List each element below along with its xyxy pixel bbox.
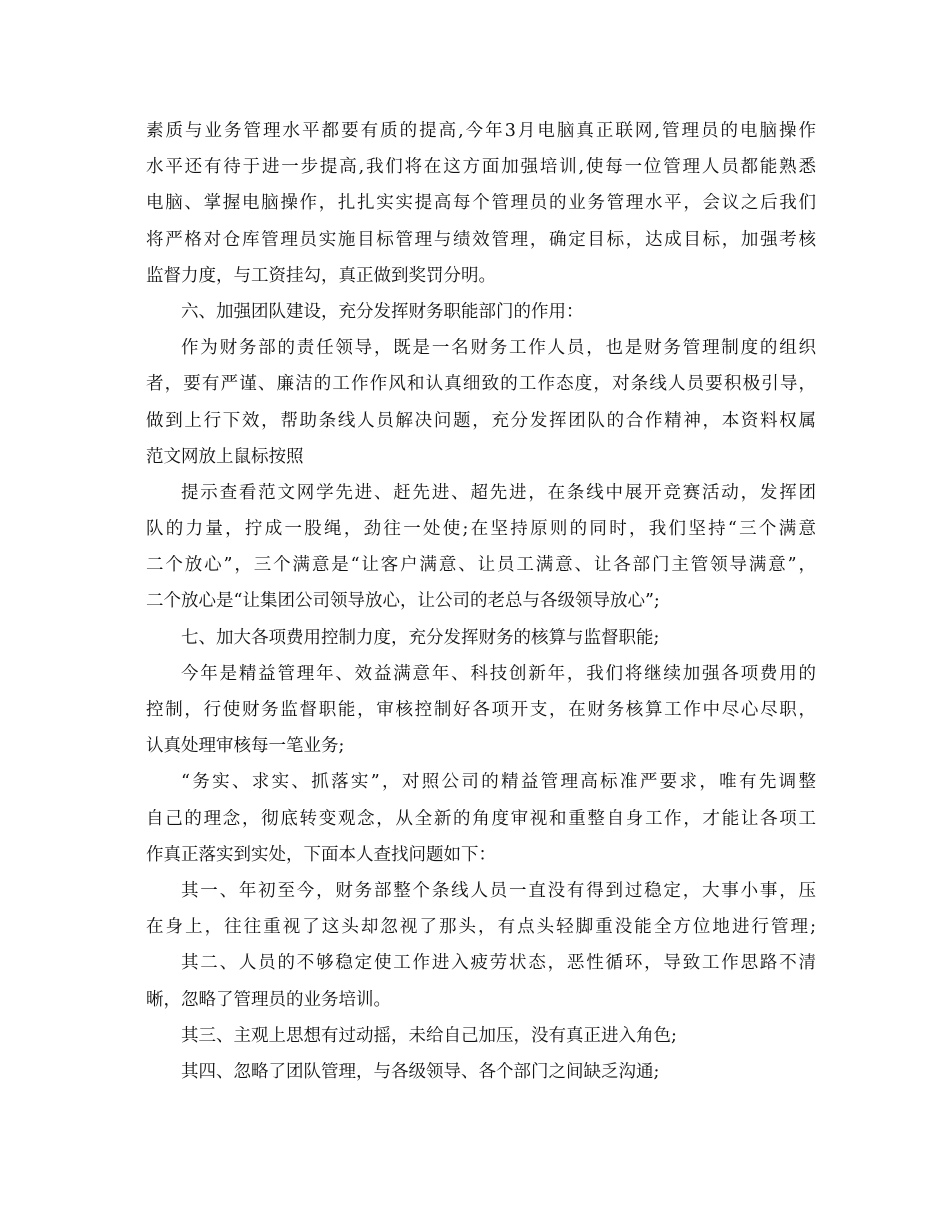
text-line: 者，要有严谨、廉洁的工作作风和认真细致的工作态度，对条线人员要积极引导， <box>146 374 816 395</box>
body-text <box>146 113 816 1090</box>
section-heading: 六、加强团队建设，充分发挥财务职能部门的作用： <box>181 301 584 322</box>
text-line: 其三、主观上思想有过动摇，未给自己加压，没有真正进入角色; <box>181 1025 677 1046</box>
text-line: 水平还有待于进一步提高,我们将在这方面加强培训,使每一位管理人员都能熟悉 <box>146 157 816 178</box>
text-line: “务实、求实、抓落实”，对照公司的精益管理高标准严要求，唯有先调整 <box>181 772 816 793</box>
text-line: 范文网放上鼠标按照 <box>146 446 304 467</box>
text-line: 作真正落实到实处，下面本人查找问题如下： <box>146 844 496 865</box>
text-line: 在身上，往往重视了这头却忽视了那头，有点头轻脚重没能全方位地进行管理; <box>146 917 816 938</box>
text-line: 作为财务部的责任领导，既是一名财务工作人员，也是财务管理制度的组织 <box>181 338 816 359</box>
text-line: 二个放心”，三个满意是“让客户满意、让员工满意、让各部门主管领导满意”， <box>146 555 816 576</box>
text-line: 自己的理念，彻底转变观念，从全新的角度审视和重整自身工作，才能让各项工 <box>146 808 816 829</box>
text-line: 晰，忽略了管理员的业务培训。 <box>146 989 391 1010</box>
text-line: 其一、年初至今，财务部整个条线人员一直没有得到过稳定，大事小事，压 <box>181 880 816 901</box>
text-line: 控制，行使财务监督职能，审核控制好各项开支，在财务核算工作中尽心尽职， <box>146 700 816 720</box>
text-line: 电脑、掌握电脑操作，扎扎实实提高每个管理员的业务管理水平，会议之后我们 <box>146 193 816 214</box>
text-line: 队的力量，拧成一股绳，劲往一处使;在坚持原则的同时，我们坚持“三个满意 <box>146 519 816 540</box>
text-line: 将严格对仓库管理员实施目标管理与绩效管理，确定目标，达成目标，加强考核 <box>146 229 816 250</box>
text-line: 监督力度，与工资挂勾，真正做到奖罚分明。 <box>146 265 496 286</box>
text-line: 其四、忽略了团队管理，与各级领导、各个部门之间缺乏沟通; <box>181 1061 660 1082</box>
text-line: 做到上行下效，帮助条线人员解决问题，充分发挥团队的合作精神，本资料权属 <box>146 410 816 431</box>
text-line: 提示查看范文网学先进、赶先进、超先进，在条线中展开竞赛活动，发挥团 <box>181 482 816 503</box>
text-line: 二个放心是“让集团公司领导放心，让公司的老总与各级领导放心”; <box>146 591 660 612</box>
section-heading: 七、加大各项费用控制力度，充分发挥财务的核算与监督职能; <box>181 627 660 648</box>
text-line: 认真处理审核每一笔业务; <box>146 736 345 757</box>
text-line: 今年是精益管理年、效益满意年、科技创新年，我们将继续加强各项费用的 <box>181 663 816 684</box>
text-line: 其二、人员的不够稳定使工作进入疲劳状态，恶性循环，导致工作思路不清 <box>181 953 816 974</box>
text-line: 素质与业务管理水平都要有质的提高,今年3月电脑真正联网,管理员的电脑操作 <box>146 121 816 141</box>
